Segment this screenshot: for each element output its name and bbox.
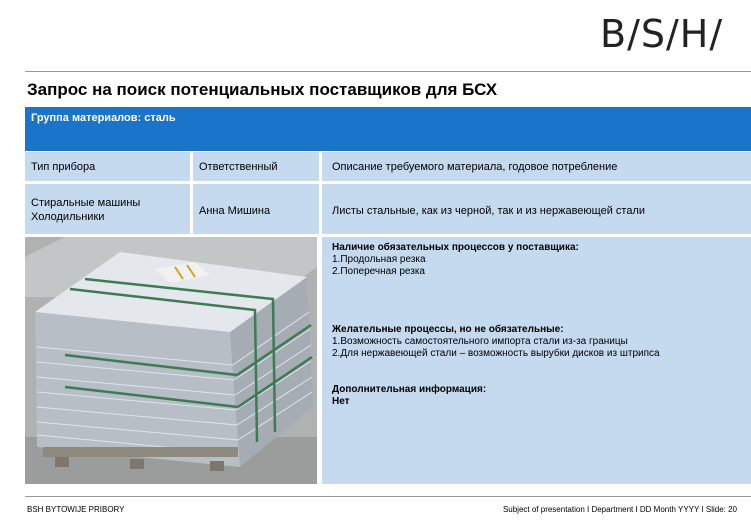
- footer-company: BSH BYTOWIJE PRIBORY: [27, 505, 125, 514]
- header-device-type: [25, 152, 190, 181]
- material-group-banner: [25, 107, 751, 151]
- material-group-label: Группа материалов: сталь: [31, 112, 176, 124]
- header-responsible-label: Ответственный: [199, 161, 278, 173]
- responsible-name: Анна Мишина: [199, 205, 271, 217]
- bsh-logo: B/S/H/: [600, 12, 724, 56]
- header-device-type-label: Тип прибора: [31, 161, 96, 173]
- additional-info-heading: Дополнительная информация:: [332, 384, 487, 395]
- row-device-type: [25, 184, 190, 234]
- row-description: [322, 184, 751, 234]
- device-refrigerators: Холодильники: [31, 211, 105, 223]
- header-description: [322, 152, 751, 181]
- desired-process-item: 1.Возможность самостоятельного импорта стали из-за границы: [332, 336, 628, 347]
- additional-info-value: Нет: [332, 396, 350, 407]
- required-process-item: 2.Поперечная резка: [332, 266, 425, 277]
- header-description-label: Описание требуемого материала, годовое потребление: [332, 161, 618, 173]
- device-washing-machines: Стиральные машины: [31, 197, 141, 209]
- row-responsible: [193, 184, 319, 234]
- header-responsible: [193, 152, 319, 181]
- desired-processes-heading: Желательные процессы, но не обязательные:: [332, 324, 564, 335]
- page-title: Запрос на поиск потенциальных поставщиков для БСХ: [27, 80, 498, 99]
- desired-process-item: 2.Для нержавеющей стали – возможность вырубки дисков из штрипса: [332, 348, 660, 359]
- required-processes-heading: Наличие обязательных процессов у поставщика:: [332, 242, 579, 253]
- steel-sheets-photo: [25, 237, 317, 484]
- required-process-item: 1.Продольная резка: [332, 254, 426, 265]
- requirements-panel: [322, 237, 751, 484]
- footer-slide-info: Subject of presentation I Department I DD Month YYYY I Slide: 20: [502, 505, 737, 514]
- top-divider: [25, 71, 751, 72]
- material-description: Листы стальные, как из черной, так и из нержавеющей стали: [332, 205, 646, 217]
- bottom-divider: [25, 496, 751, 497]
